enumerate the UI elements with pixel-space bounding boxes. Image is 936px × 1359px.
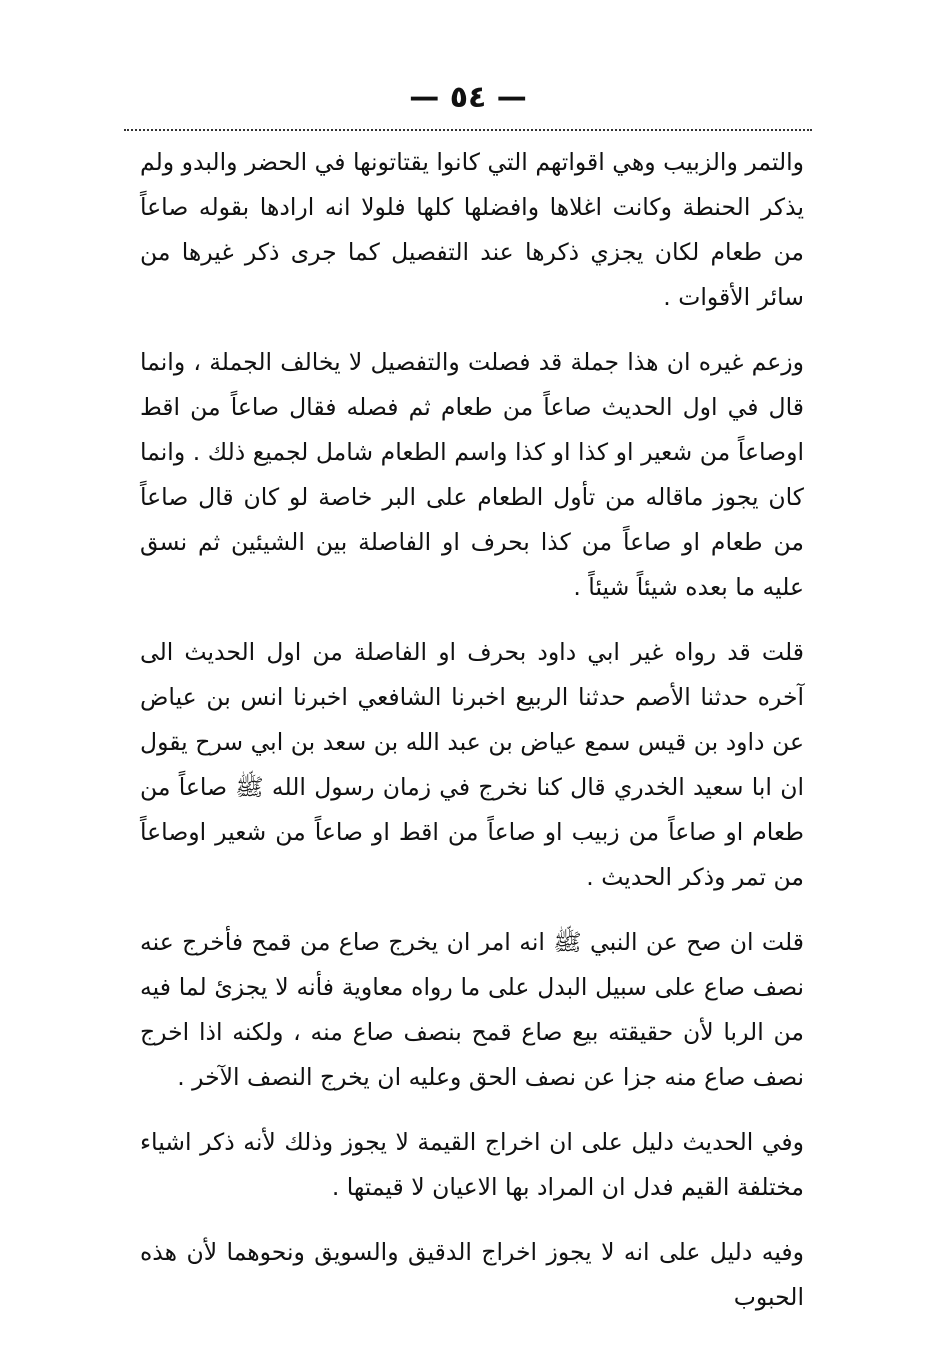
paragraph-1: والتمر والزبيب وهي اقواتهم التي كانوا يقتاتونها في الحضر والبدو ولم يذكر الحنطة وكانت اغلاها وافضلها كلها فلولا انه ارادها بقوله صاعاً من طعام لكان يجزي ذكرها عند التفصيل كما جرى ذكر غيرها من سائر الأقوات . — [140, 148, 804, 311]
page-number: — ٥٤ — — [409, 80, 527, 115]
paragraph-2: وزعم غيره ان هذا جملة قد فصلت والتفصيل لا يخالف الجملة ، وانما قال في اول الحديث صاعاً من طعام ثم فصله فقال صاعاً من اقط اوصاعاً من شعير او كذا او كذا واسم الطعام شامل لجميع ذلك . وانما كان يجوز ماقاله من تأول الطعام على البر خاصة لو كان قال صاعاً من طعام او صاعاً من كذا بحرف او الفاصلة بين الشيئين ثم نسق عليه ما بعده شيئاً شيئاً . — [140, 348, 804, 601]
header-divider — [124, 129, 812, 131]
paragraph-4: قلت ان صح عن النبي ﷺ انه امر ان يخرج صاع من قمح فأخرج عنه نصف صاع على سبيل البدل على ما رواه معاوية فأنه لا يجزئ لما فيه من الربا لأن حقيقته بيع صاع قمح بنصف صاع منه ، ولكنه اذا اخرج نصف صاع منه جزا عن نصف الحق وعليه ان يخرج النصف الآخر . — [140, 928, 804, 1091]
page-body — [140, 140, 804, 1320]
paragraph-3: قلت قد رواه غير ابي داود بحرف او الفاصلة من اول الحديث الى آخره حدثنا الأصم حدثنا الربيع اخبرنا الشافعي اخبرنا انس بن عياض عن داود بن قيس سمع عياض بن عبد الله بن سعد بن ابي سرح يقول ان ابا سعيد الخدري قال كنا نخرج في زمان رسول الله ﷺ صاعاً من طعام او صاعاً من زبيب او صاعاً من اقط او صاعاً من شعير اوصاعاً من تمر وذكر الحديث . — [140, 638, 804, 891]
paragraph-6: وفيه دليل على انه لا يجوز اخراج الدقيق والسويق ونحوهما لأن هذه الحبوب — [140, 1238, 804, 1311]
paragraph-5: وفي الحديث دليل على ان اخراج القيمة لا يجوز وذلك لأنه ذكر اشياء مختلفة القيم فدل ان المراد بها الاعيان لا قيمتها . — [140, 1128, 804, 1201]
